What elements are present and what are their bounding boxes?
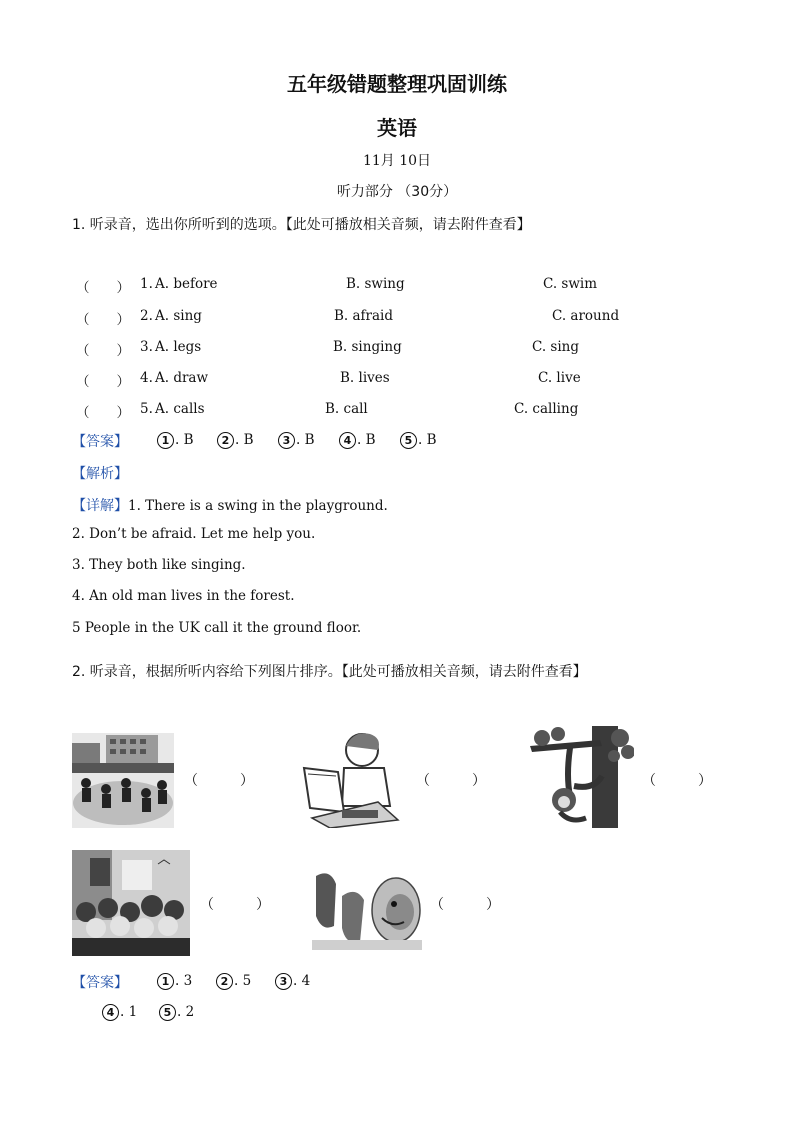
picture-answer-blank[interactable]: （ ） <box>642 773 712 789</box>
circled-number: 3 <box>278 432 295 449</box>
choice-row <box>76 339 716 359</box>
date-line: 11月 10日 <box>362 153 432 169</box>
detail-text: 1. There is a swing in the playground. <box>128 498 388 514</box>
answer-item <box>400 432 437 449</box>
answer-item <box>278 432 315 449</box>
answer-item <box>217 432 254 449</box>
option-a: A. sing <box>155 308 202 324</box>
answer-item <box>157 973 192 990</box>
item-number: 2. <box>140 308 153 324</box>
option-b: B. call <box>325 401 368 417</box>
answer-value: . B <box>175 432 194 448</box>
children-running-picture <box>72 733 174 828</box>
section-title: 听力部分 （30分） <box>336 184 458 200</box>
answer-blank[interactable]: （ ） <box>76 312 130 328</box>
answer-value: . 1 <box>120 1004 138 1020</box>
subject-title: 英语 <box>377 116 417 140</box>
detail-line <box>72 495 388 515</box>
answer-item <box>275 973 310 990</box>
answer-value: . 3 <box>175 973 193 989</box>
option-a: A. draw <box>155 370 209 386</box>
option-c: C. around <box>552 308 620 324</box>
parrots-picture <box>312 866 422 950</box>
item-number: 3. <box>140 339 153 355</box>
choice-row <box>76 401 716 421</box>
item-number: 4. <box>140 370 153 386</box>
detail-line: 2. Don’t be afraid. Let me help you. <box>72 526 316 542</box>
audience-picture <box>72 850 190 956</box>
picture-answer-blank[interactable]: （ ） <box>184 773 254 789</box>
answer-label: 【答案】 <box>72 434 128 450</box>
answer-item <box>339 432 376 449</box>
option-c: C. calling <box>514 401 579 417</box>
option-a: A. calls <box>155 401 205 417</box>
detail-label: 【详解】 <box>72 498 128 514</box>
item-number: 5. <box>140 401 153 417</box>
answer-item <box>216 973 251 990</box>
answer-value: . 4 <box>293 973 311 989</box>
circled-number: 1 <box>157 432 174 449</box>
detail-line: 4. An old man lives in the forest. <box>72 588 295 604</box>
option-b: B. singing <box>333 339 402 355</box>
detail-line: 3. They both like singing. <box>72 557 246 573</box>
picture-answer-blank[interactable]: （ ） <box>416 773 486 789</box>
answer-value: . B <box>418 432 437 448</box>
option-c: C. swim <box>543 276 598 292</box>
circled-number: 2 <box>217 432 234 449</box>
circled-number: 3 <box>275 973 292 990</box>
choice-row <box>76 276 716 296</box>
circled-number: 4 <box>339 432 356 449</box>
answer-value: . 5 <box>234 973 252 989</box>
question-2-prompt: 2. 听录音，根据所听内容给下列图片排序。【此处可播放相关音频，请去附件查看】 <box>72 664 587 680</box>
answer-blank[interactable]: （ ） <box>76 405 130 421</box>
answer-value: . B <box>296 432 315 448</box>
option-b: B. afraid <box>334 308 394 324</box>
option-a: A. before <box>155 276 218 292</box>
page-title: 五年级错题整理巩固训练 <box>287 72 507 96</box>
answer-item <box>102 1004 137 1021</box>
circled-number: 2 <box>216 973 233 990</box>
answer-blank[interactable]: （ ） <box>76 280 130 296</box>
circled-number: 1 <box>157 973 174 990</box>
option-b: B. lives <box>340 370 390 386</box>
answer-label: 【答案】 <box>72 975 128 991</box>
circled-number: 5 <box>159 1004 176 1021</box>
choice-row <box>76 308 716 328</box>
option-c: C. sing <box>532 339 580 355</box>
monkey-in-tree-picture <box>530 726 634 828</box>
circled-number: 5 <box>400 432 417 449</box>
answer-value: . B <box>357 432 376 448</box>
answer-value: . B <box>235 432 254 448</box>
answer-blank[interactable]: （ ） <box>76 343 130 359</box>
answer-blank[interactable]: （ ） <box>76 374 130 390</box>
answer-item <box>157 432 194 449</box>
item-number: 1. <box>140 276 153 292</box>
answer-value: . 2 <box>177 1004 195 1020</box>
picture-answer-blank[interactable]: （ ） <box>430 897 500 913</box>
answer-item <box>159 1004 194 1021</box>
question-1-prompt: 1. 听录音，选出你所听到的选项。【此处可播放相关音频，请去附件查看】 <box>72 217 531 233</box>
option-b: B. swing <box>346 276 405 292</box>
boy-drawing-picture <box>298 728 408 828</box>
picture-answer-blank[interactable]: （ ） <box>200 897 270 913</box>
detail-line: 5 People in the UK call it the ground floor. <box>72 620 362 636</box>
option-a: A. legs <box>155 339 202 355</box>
option-c: C. live <box>538 370 581 386</box>
analysis-label: 【解析】 <box>72 466 128 482</box>
choice-row <box>76 370 716 390</box>
circled-number: 4 <box>102 1004 119 1021</box>
